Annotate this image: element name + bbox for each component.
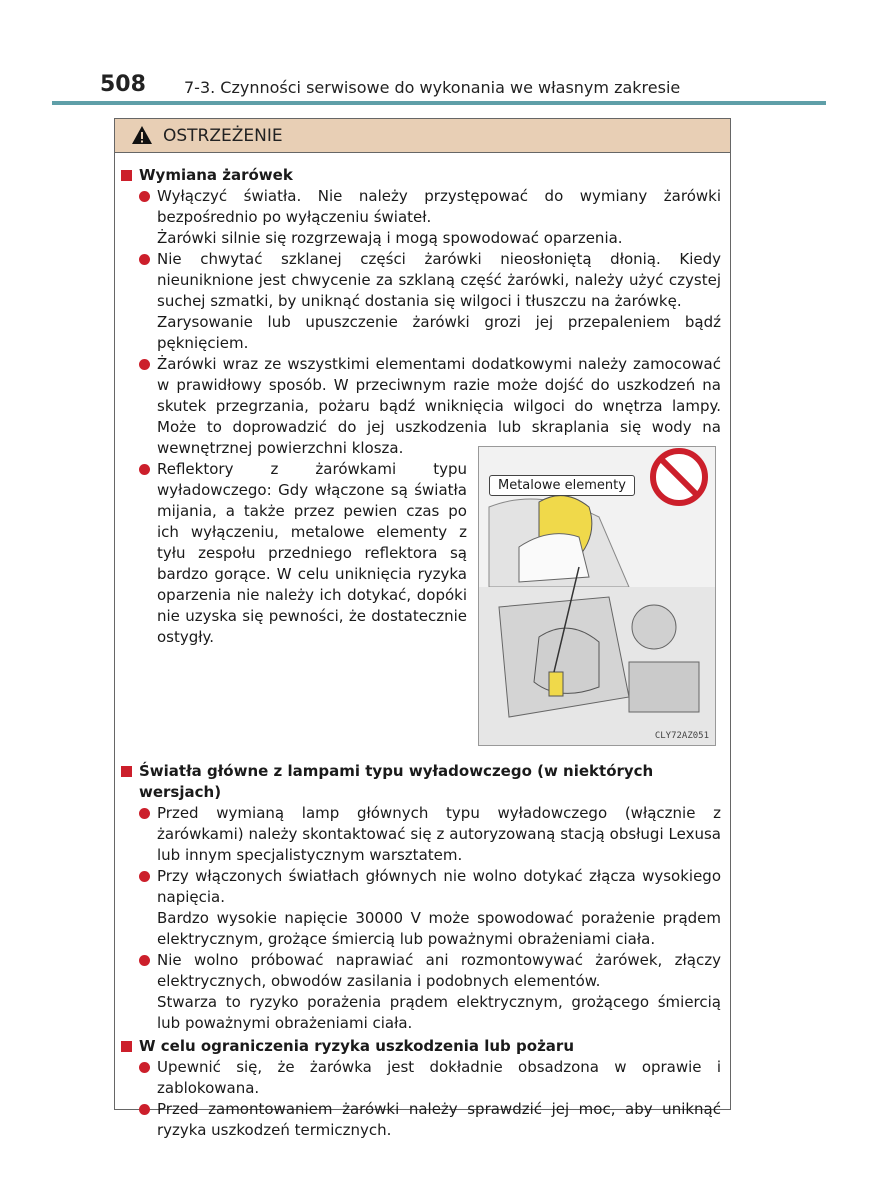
item-text: Wyłączyć światła. Nie należy przystępować do wymiany żarówki bezpośrednio po wyłączeniu świateł.: [157, 187, 721, 226]
item-text: Żarówki silnie się rozgrzewają i mogą spowodować oparzenia.: [157, 229, 623, 247]
illustration-metal-parts: [478, 446, 716, 746]
list-item: [121, 354, 721, 459]
warning-header: [115, 119, 730, 153]
list-item: [121, 866, 721, 950]
item-text: Nie chwytać szklanej części żarówki nieosłoniętą dłonią. Kiedy nieuniknione jest chwycenie za szklaną część żarówki, należy użyć czystej suchej szmatki, by uniknąć dostania się wilgoci i tłuszczu na żarówkę.: [157, 250, 721, 310]
item-text: Stwarza to ryzyko porażenia prądem elektrycznym, grożącego śmiercią lub poważnymi obrażeniami ciała.: [157, 993, 721, 1032]
item-text: Przed wymianą lamp głównych typu wyładowczego (włącznie z żarówkami) należy skontaktować się z autoryzowaną stacją obsługi Lexusa lub innym specjalistycznym warsztatem.: [157, 804, 721, 864]
list-item: [121, 950, 721, 1034]
figure-code: CLY72AZ051: [654, 731, 709, 741]
item-text: Zarysowanie lub upuszczenie żarówki grozi jej przepaleniem bądź pęknięciem.: [157, 313, 721, 352]
item-text: Przy włączonych światłach głównych nie wolno dotykać złącza wysokiego napięcia.: [157, 867, 721, 906]
warning-title: OSTRZEŻENIE: [163, 126, 283, 146]
warning-triangle-icon: [131, 125, 153, 145]
list-item: [121, 1099, 721, 1141]
section-heading: Światła główne z lampami typu wyładowczego (w niektórych wersjach): [121, 761, 721, 803]
list-item: [121, 249, 721, 354]
item-text: Upewnić się, że żarówka jest dokładnie obsadzona w oprawie i zablokowana.: [157, 1058, 721, 1097]
callout-label: Metalowe elementy: [489, 475, 635, 496]
item-text: Żarówki wraz ze wszystkimi elementami dodatkowymi należy zamocować w prawidłowy sposób. W przeciwnym razie może dojść do uszkodzeń na skutek przegrzania, pożaru bądź wniknięcia wilgoci do wnętrza lampy. Może to doprowadzić do jej uszkodzenia lub skraplania się wody na wewnętrznej powierzchni klosza.: [157, 355, 721, 457]
list-item: [121, 459, 467, 759]
list-item: [121, 1057, 721, 1099]
section-heading: Wymiana żarówek: [121, 165, 721, 186]
item-text: Bardzo wysokie napięcie 30000 V może spowodować porażenie prądem elektrycznym, grożące śmiercią lub poważnymi obrażeniami ciała.: [157, 909, 721, 948]
header-rule: [52, 101, 826, 105]
item-text: Reflektory z żarówkami typu wyładowczego: Gdy włączone są światła mijania, a także przez pewien czas po ich wyłączeniu, metalowe elementy z tyłu zespołu przedniego reflektora są bardzo gorące. W celu uniknięcia ryzyka oparzenia nie należy ich dotykać, dopóki nie uzyska się pewności, że dostatecznie ostygły.: [157, 460, 467, 646]
item-text: Nie wolno próbować naprawiać ani rozmontowywać żarówek, złączy elektrycznych, obwodów zasilania i podobnych elementów.: [157, 951, 721, 990]
section-heading: W celu ograniczenia ryzyka uszkodzenia lub pożaru: [121, 1036, 721, 1057]
item-text: Przed zamontowaniem żarówki należy sprawdzić jej moc, aby uniknąć ryzyka uszkodzeń termicznych.: [157, 1100, 721, 1139]
list-item: [121, 803, 721, 866]
list-item: [121, 186, 721, 249]
section-title: 7-3. Czynności serwisowe do wykonania we własnym zakresie: [184, 78, 681, 97]
page-number: 508: [100, 72, 146, 97]
